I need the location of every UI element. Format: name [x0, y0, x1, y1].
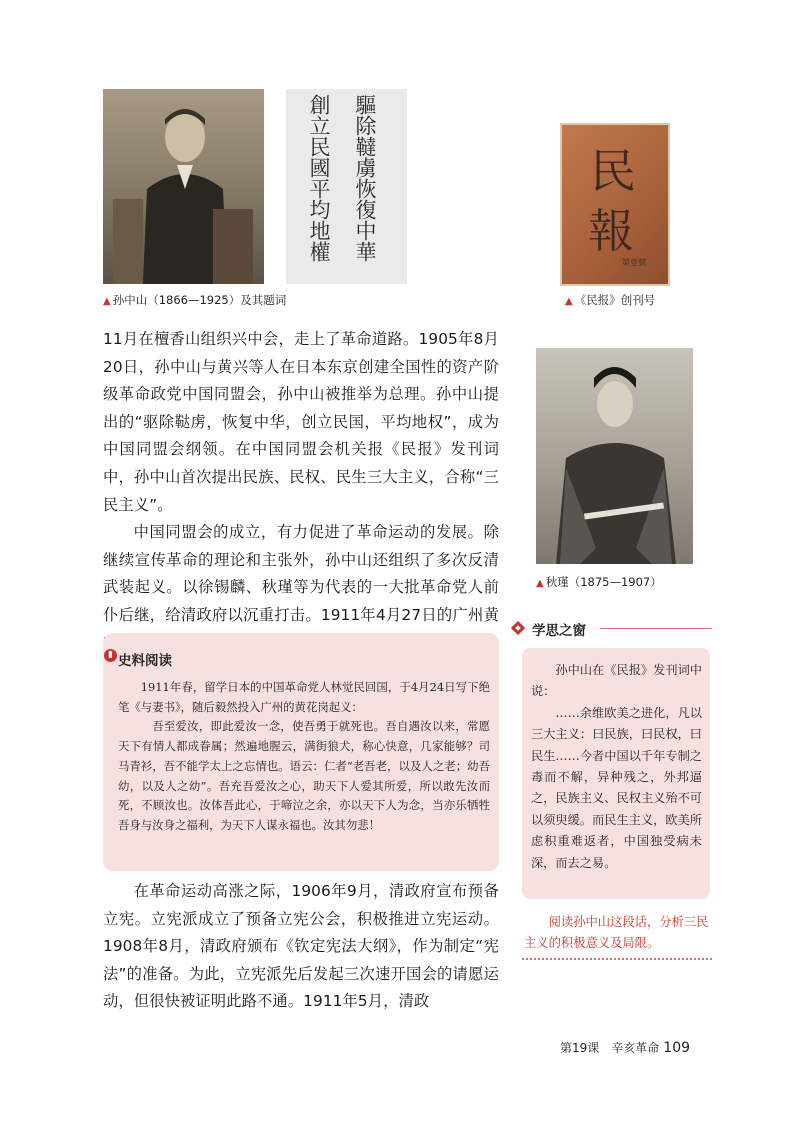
source-reading-intro: 1911年春，留学日本的中国革命党人林觉民回国，于4月24日写下绝笔《与妻书》，随后毅然投入广州的黄花岗起义：: [118, 680, 490, 714]
minbao-title-2: 報: [588, 204, 634, 258]
page-number: 109: [663, 1040, 691, 1056]
qiujin-photo: [536, 348, 693, 564]
caption-minbao: ▲ 《民报》创刊号: [565, 293, 656, 307]
calligraphy-image: [286, 89, 407, 284]
study-window-intro: 孙中山在《民报》发刊词中说：: [531, 663, 702, 699]
study-window-quote: ……余维欧美之进化，凡以三大主义：曰民族，曰民权，曰民生……今者中国以千年专制之毒而不解，异种残之，外邦逼之，民族主义、民权主义殆不可以须臾缓。而民生主义，欧美所虑积重难返者，中国独受病未深，而去之易。: [531, 705, 702, 870]
study-window-question: 阅读孙中山这段话，分析三民主义的积极意义及局限。: [524, 915, 709, 950]
sun-yatsen-figure: [103, 89, 264, 284]
paragraph-3: 在革命运动高涨之际，1906年9月，清政府宣布预备立宪。立宪派成立了预备立宪公会，积极推进立宪运动。1908年8月，清政府颁布《钦定宪法大纲》，作为制定“宪法”的准备。为此，立宪派先后发起三次速开国会的请愿运动，但很快被证明此路不通。1911年5月，清政: [103, 882, 499, 1011]
paragraph-1: 11月在檀香山组织兴中会，走上了革命道路。1905年8月20日，孙中山与黄兴等人在日本东京创建全国性的资产阶级革命政党中国同盟会，孙中山被推举为总理。孙中山提出的“驱除鞑虏，恢复中华，创立民国，平均地权”，成为中国同盟会纲领。在中国同盟会机关报《民报》发刊词中，孙中山首次提出民族、民权、民生三大主义，合称“三民主义”。: [103, 330, 499, 514]
book-icon: ▮: [104, 649, 117, 662]
caption-sun: ▲ 孙中山（1866—1925）及其题词: [103, 293, 287, 307]
lesson-title: 第19课 辛亥革命: [560, 1041, 660, 1055]
minbao-title-1: 民: [590, 144, 636, 198]
sun-yatsen-photo: [103, 89, 264, 284]
diamond-icon: [511, 621, 525, 635]
source-reading-body: [118, 678, 490, 836]
calligraphy-line-2: 創立民國平均地權: [307, 94, 331, 262]
calligraphy-line-1: 驅除韃虜恢復中華: [353, 94, 377, 262]
minbao-subtitle: 第壹號: [622, 258, 646, 267]
source-reading-quote: 吾至爱汝，即此爱汝一念，使吾勇于就死也。吾自遇汝以来，常愿天下有情人都成眷属；然遍地腥云，满街狼犬，称心快意，几家能够？司马青衫，吾不能学太上之忘情也。语云：仁者“老吾老，以及人之老；幼吾幼，以及人之幼”。吾充吾爱汝之心，助天下人爱其所爱，所以敢先汝而死，不顾汝也。汝体吾此心，于啼泣之余，亦以天下人为念，当亦乐牺牲吾身与汝身之福利，为天下人谋永福也。汝其勿悲！: [118, 719, 490, 832]
main-text-lower: [103, 878, 499, 1016]
main-text-upper: [103, 326, 499, 657]
source-reading-title: 史料阅读: [118, 653, 172, 669]
triangle-icon: ▲: [103, 296, 111, 307]
caption-qiujin: ▲ 秋瑾（1875—1907）: [536, 575, 662, 589]
qiujin-figure: [536, 348, 693, 564]
page-footer: [560, 1039, 690, 1056]
triangle-icon: ▲: [565, 296, 573, 307]
study-window-body: [531, 660, 702, 874]
minbao-cover-image: [560, 123, 670, 286]
study-window-title: 学思之窗: [532, 623, 586, 639]
study-window-divider: [600, 628, 712, 629]
triangle-icon: ▲: [536, 578, 544, 589]
dotted-divider: [522, 958, 712, 960]
paragraph-2: 中国同盟会的成立，有力促进了革命运动的发展。除继续宣传革命的理论和主张外，孙中山还组织了多次反清武装起义。以徐锡麟、秋瑾等为代表的一大批革命党人前仆后继，给清政府以沉重打击。1911年4月27日的广州黄: [103, 523, 499, 624]
